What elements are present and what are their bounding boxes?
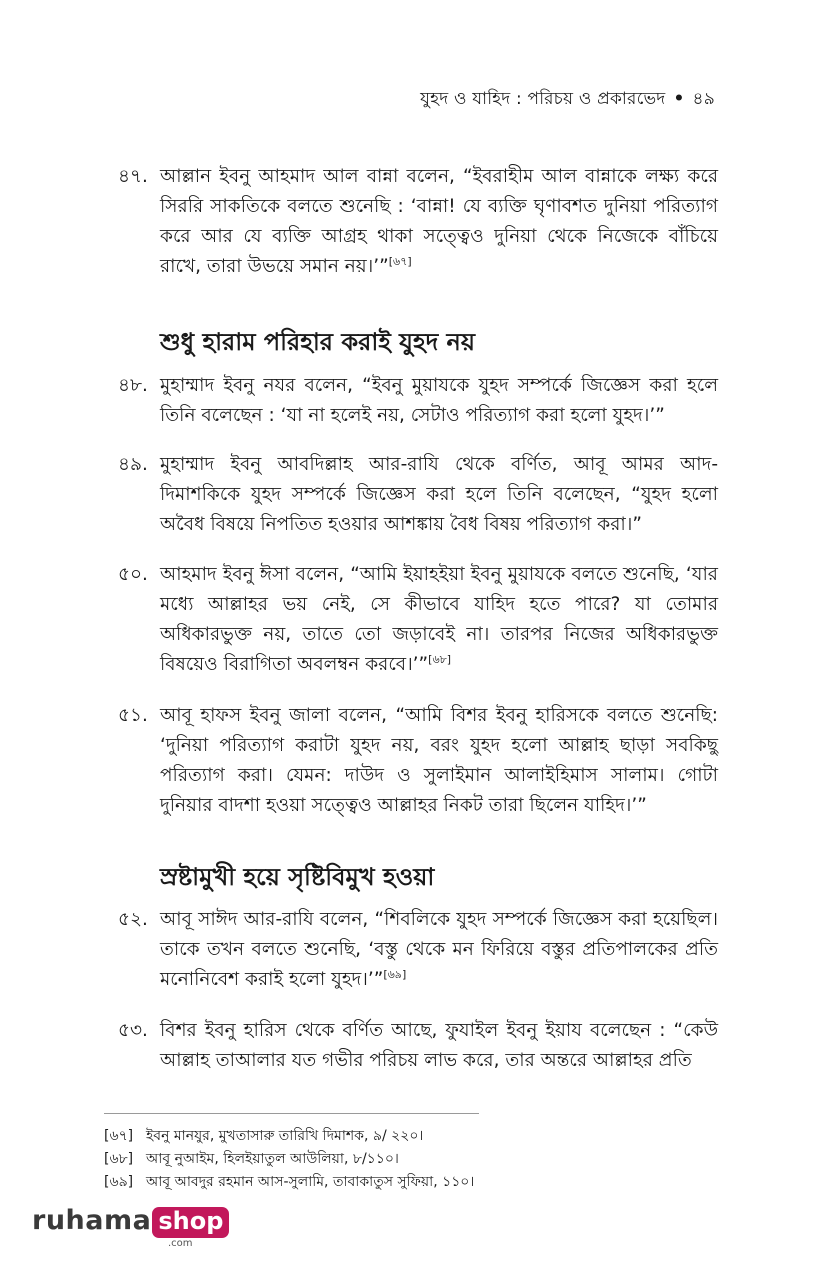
paragraph-body <box>118 560 718 680</box>
running-head-separator: • <box>673 89 685 109</box>
paragraph-line: দুনিয়ার বাদশা হওয়া সত্ত্বেও আল্লাহর নিকট তারা ছিলেন যাহিদ।’” <box>160 795 647 816</box>
paragraph-line: আবূ হাফস ইবনু জালা বলেন, “আমি বিশর ইবনু হারিসকে বলতে শুনেছি: <box>160 705 718 726</box>
paragraph-body <box>118 371 718 431</box>
paragraph-line: অধিকারভুক্ত নয়, তাতে তো জড়াবেই না। তারপর নিজের অধিকারভুক্ত <box>160 624 718 645</box>
paragraph-number: ৫২. <box>118 909 148 930</box>
paragraph-body <box>118 1016 718 1076</box>
paragraph-number: ৪৭. <box>118 166 148 187</box>
paragraph-53 <box>118 1016 718 1076</box>
paragraph-body <box>118 450 718 540</box>
page-number: ৪৯ <box>692 89 715 109</box>
paragraph-body <box>118 701 718 821</box>
paragraph-line: করে সিররি সাকতিকে বলতে শুনেছি : ‘বান্না! যে ব্যক্তি ঘৃণাবশত দুনিয়া <box>160 166 718 217</box>
paragraph-47 <box>118 162 718 282</box>
paragraph-line: তিনি বলেছেন : ‘যা না হলেই নয়, সেটাও পরিত্যাগ করা হলো যুহদ।’” <box>160 405 665 426</box>
running-head-title: যুহদ ও যাহিদ : পরিচয় ও প্রকারভেদ <box>420 89 666 109</box>
paragraph-line: আহমাদ ইবনু ঈসা বলেন, “আমি ইয়াহইয়া ইবনু মুয়াযকে বলতে শুনেছি, <box>160 564 680 585</box>
paragraph-line: বিশর ইবনু হারিস থেকে বর্ণিত আছে, ফুযাইল ইবনু ইয়ায বলেছেন : “কেউ <box>160 1020 718 1041</box>
paragraph-number: ৫১. <box>118 705 148 726</box>
paragraph-line: মুহাম্মাদ ইবনু আবদিল্লাহ আর-রাযি থেকে বর্ণিত, আবূ আমর আদ- <box>160 454 718 475</box>
paragraph-line: অবৈধ বিষয়ে নিপতিত হওয়ার আশঙ্কায় বৈধ বিষয় পরিত্যাগ করা।” <box>160 514 642 535</box>
paragraph-line: আল্লান ইবনু আহমাদ আল বান্না বলেন, “ইবরাহীম আল বান্নাকে লক্ষ্য <box>160 166 680 187</box>
paragraph-49 <box>118 450 718 540</box>
paragraph-52 <box>118 905 718 995</box>
paragraph-50 <box>118 560 718 680</box>
paragraph-line: মুহাম্মাদ ইবনু নযর বলেন, “ইবনু মুয়াযকে যুহদ সম্পর্কে জিজ্ঞেস করা হলে <box>160 375 718 396</box>
paragraph-line: আল্লাহ তাআলার যত গভীর পরিচয় লাভ করে, তার অন্তরে আল্লাহর প্রতি <box>160 1050 692 1071</box>
logo-domain: .com <box>168 1238 193 1249</box>
footnote-number: [৬৯] <box>104 1174 134 1190</box>
paragraph-line: বিষয়েও বিরাগিতা অবলম্বন করবে।’” <box>160 654 429 675</box>
footnote-ref: [৬৮] <box>428 652 452 666</box>
paragraph-number: ৫০. <box>118 564 148 585</box>
footnote <box>104 1124 423 1148</box>
paragraph-number: ৫৩. <box>118 1020 148 1041</box>
paragraph-line: ‘যার মধ্যে আল্লাহর ভয় নেই, সে কীভাবে যাহিদ হতে পারে? যা তোমার <box>160 564 718 615</box>
footnote <box>104 1170 474 1194</box>
paragraph-line: পরিত্যাগ করে আর যে ব্যক্তি আগ্রহ থাকা সত্ত্বেও দুনিয়া থেকে নিজেকে <box>160 196 718 247</box>
footnote-ref: [৬৭] <box>388 254 412 268</box>
paragraph-line: আবূ সাঈদ আর-রাযি বলেন, “শিবলিকে যুহদ সম্পর্কে জিজ্ঞেস করা <box>160 909 647 930</box>
section-heading: স্রষ্টামুখী হয়ে সৃষ্টিবিমুখ হওয়া <box>160 863 435 891</box>
footnote-number: [৬৭] <box>104 1128 134 1144</box>
logo-ruhama: ruhama <box>32 1205 152 1236</box>
section-heading: শুধু হারাম পরিহার করাই যুহদ নয় <box>160 328 476 356</box>
footnote <box>104 1147 399 1171</box>
ruhama-shop-logo <box>32 1205 229 1249</box>
footnote-divider <box>104 1113 479 1114</box>
paragraph-line: বাঁচিয়ে রাখে, তারা উভয়ে সমান নয়।’” <box>160 226 718 277</box>
footnote-text: ইবনু মানযুর, মুখতাসারু তারিখি দিমাশক, ৯/ ২২০। <box>146 1128 424 1144</box>
paragraph-line: দিমাশকিকে যুহদ সম্পর্কে জিজ্ঞেস করা হলে তিনি বলেছেন, “যুহদ হলো <box>160 484 718 505</box>
running-head <box>420 86 715 114</box>
paragraph-line: ‘দুনিয়া পরিত্যাগ করাটা যুহদ নয়, বরং যুহদ হলো আল্লাহ ছাড়া সবকিছু <box>160 735 718 756</box>
footnote-text: আবূ আবদুর রহমান আস-সুলামি, তাবাকাতুস সুফিয়া, ১১০। <box>146 1174 475 1190</box>
paragraph-body <box>118 905 718 995</box>
paragraph-body <box>118 162 718 282</box>
logo-shop: shop <box>152 1207 229 1238</box>
footnote-ref: [৬৯] <box>383 967 407 981</box>
paragraph-48 <box>118 371 718 431</box>
paragraph-line: পরিত্যাগ করা। যেমন: দাউদ ও সুলাইমান আলাইহিমাস সালাম। গোটা <box>160 765 718 786</box>
paragraph-line: হয়েছিল। তাকে তখন বলতে শুনেছি, ‘বস্তু থেকে মন ফিরিয়ে বস্তুর <box>160 909 718 960</box>
footnote-number: [৬৮] <box>104 1151 134 1167</box>
paragraph-number: ৪৮. <box>118 375 148 396</box>
paragraph-51 <box>118 701 718 821</box>
paragraph-line: প্রতিপালকের প্রতি মনোনিবেশ করাই হলো যুহদ।’” <box>160 939 718 990</box>
footnote-text: আবূ নুআইম, হিলইয়াতুল আউলিয়া, ৮/১১০। <box>146 1151 399 1167</box>
paragraph-number: ৪৯. <box>118 454 148 475</box>
